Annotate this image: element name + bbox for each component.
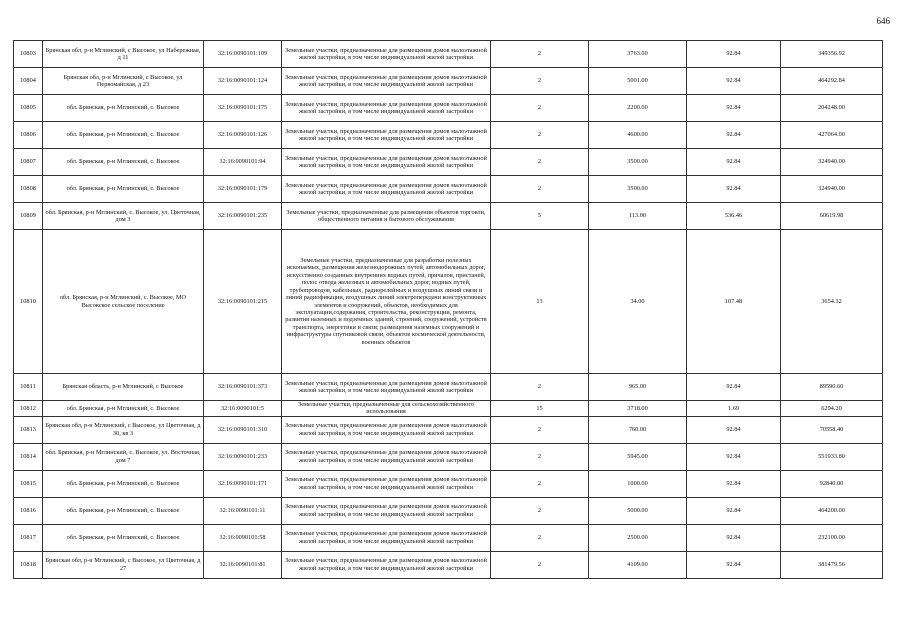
rate-cell: 536.46 [687, 203, 781, 230]
cadastral-value-cell: 381479.56 [781, 551, 883, 578]
address-cell: Брянская обл, р-н Мглинский, с Высокое, ул Цветочная, д 27 [43, 551, 204, 578]
table-row [14, 149, 883, 176]
rate-cell: 92.84 [687, 551, 781, 578]
group-cell: 2 [491, 374, 589, 401]
cadastral-number-cell: 32:16:0090101:126 [204, 122, 282, 149]
area-cell: 34.00 [589, 230, 687, 374]
area-cell: 5000.00 [589, 497, 687, 524]
cadastral-value-cell: 92840.00 [781, 470, 883, 497]
row-id: 10813 [14, 416, 43, 443]
cadastral-number-cell: 32:16:0090101:58 [204, 524, 282, 551]
cadastral-number-cell: 32:16:0090101:310 [204, 416, 282, 443]
area-cell: 5001.00 [589, 68, 687, 95]
land-use-description-cell: Земельные участки, предназначенные для размещения домов малоэтажной жилой застройки, в том числе индивидуальной жилой застройки [282, 443, 491, 470]
cadastral-number-cell: 32:16:0090101:235 [204, 203, 282, 230]
cadastral-value-cell: 324940.00 [781, 149, 883, 176]
table-row [14, 524, 883, 551]
table-row [14, 401, 883, 417]
table-row [14, 416, 883, 443]
rate-cell: 92.84 [687, 416, 781, 443]
land-use-description-cell: Земельные участки, предназначенные для размещения домов малоэтажной жилой застройки, в том числе индивидуальной жилой застройки [282, 176, 491, 203]
cadastral-value-cell: 349356.92 [781, 41, 883, 68]
group-cell: 2 [491, 416, 589, 443]
rate-cell: 1.69 [687, 401, 781, 417]
rate-cell: 92.84 [687, 497, 781, 524]
table-row [14, 41, 883, 68]
group-cell: 2 [491, 149, 589, 176]
land-use-description-cell: Земельные участки, предназначенные для размещения домов малоэтажной жилой застройки, в том числе индивидуальной жилой застройки [282, 470, 491, 497]
land-use-description-cell: Земельные участки, предназначенные для размещения объектов торговли, общественного питания и бытового обслуживания [282, 203, 491, 230]
cadastral-value-cell: 89590.60 [781, 374, 883, 401]
land-use-description-cell: Земельные участки, предназначенные для размещения домов малоэтажной жилой застройки, в том числе индивидуальной жилой застройки [282, 416, 491, 443]
address-cell: обл. Брянская, р-н Мглинский, с. Высокое [43, 122, 204, 149]
rate-cell: 92.84 [687, 68, 781, 95]
table-row [14, 176, 883, 203]
area-cell: 2500.00 [589, 524, 687, 551]
row-id: 10811 [14, 374, 43, 401]
row-id: 10816 [14, 497, 43, 524]
address-cell: Брянская обл, р-н Мглинский, с Высокое, ул Набережная, д 11 [43, 41, 204, 68]
group-cell: 2 [491, 122, 589, 149]
area-cell: 3763.00 [589, 41, 687, 68]
rate-cell: 107.48 [687, 230, 781, 374]
row-id: 10805 [14, 95, 43, 122]
group-cell: 2 [491, 443, 589, 470]
rate-cell: 92.84 [687, 176, 781, 203]
rate-cell: 92.84 [687, 122, 781, 149]
address-cell: обл. Брянская, р-н Мглинский, с. Высокое [43, 497, 204, 524]
rate-cell: 92.84 [687, 95, 781, 122]
row-id: 10809 [14, 203, 43, 230]
area-cell: 965.00 [589, 374, 687, 401]
rate-cell: 92.84 [687, 374, 781, 401]
land-use-description-cell: Земельные участки, предназначенные для размещения домов малоэтажной жилой застройки, в том числе индивидуальной жилой застройки [282, 149, 491, 176]
cadastral-number-cell: 32:16:0090101:124 [204, 68, 282, 95]
land-use-description-cell: Земельные участки, предназначенные для размещения домов малоэтажной жилой застройки, в том числе индивидуальной жилой застройки [282, 524, 491, 551]
page-number: 646 [876, 16, 890, 26]
land-use-description-cell: Земельные участки, предназначенные для размещения домов малоэтажной жилой застройки, в том числе индивидуальной жилой застройки [282, 41, 491, 68]
table-row [14, 95, 883, 122]
group-cell: 2 [491, 95, 589, 122]
address-cell: обл. Брянская, р-н Мглинский, с. Высокое [43, 524, 204, 551]
group-cell: 2 [491, 41, 589, 68]
group-cell: 2 [491, 470, 589, 497]
cadastral-number-cell: 32:16:0090101:81 [204, 551, 282, 578]
row-id: 10804 [14, 68, 43, 95]
land-use-description-cell: Земельные участки, предназначенные для размещения домов малоэтажной жилой застройки, в том числе индивидуальной жилой застройки [282, 68, 491, 95]
cadastral-value-cell: 232100.00 [781, 524, 883, 551]
row-id: 10814 [14, 443, 43, 470]
address-cell: обл. Брянская, р-н Мглинский, с. Высокое, ул. Цветочная, дом 3 [43, 203, 204, 230]
area-cell: 3500.00 [589, 176, 687, 203]
cadastral-number-cell: 32:16:0090101:175 [204, 95, 282, 122]
cadastral-value-cell: 427064.00 [781, 122, 883, 149]
area-cell: 1000.00 [589, 470, 687, 497]
area-cell: 2200.00 [589, 95, 687, 122]
address-cell: обл. Брянская, р-н Мглинский, с. Высокое, МО Высокское сельское поселение [43, 230, 204, 374]
cadastral-number-cell: 32:16:0090101:11 [204, 497, 282, 524]
cadastral-number-cell: 32:16:0090101:171 [204, 470, 282, 497]
row-id: 10807 [14, 149, 43, 176]
cadastral-value-cell: 204248.00 [781, 95, 883, 122]
cadastral-value-cell: 464292.84 [781, 68, 883, 95]
cadastral-number-cell: 32:16:0090101:373 [204, 374, 282, 401]
row-id: 10818 [14, 551, 43, 578]
cadastral-number-cell: 32:16:0090101:179 [204, 176, 282, 203]
land-use-description-cell: Земельные участки, предназначенные для сельскохозяйственного использования [282, 401, 491, 417]
area-cell: 4600.00 [589, 122, 687, 149]
address-cell: обл. Брянская, р-н Мглинский, с. Высокое [43, 149, 204, 176]
table-row [14, 122, 883, 149]
cadastral-number-cell: 32:16:0090101:94 [204, 149, 282, 176]
table-row [14, 374, 883, 401]
area-cell: 3500.00 [589, 149, 687, 176]
rate-cell: 92.84 [687, 149, 781, 176]
area-cell: 760.00 [589, 416, 687, 443]
group-cell: 2 [491, 176, 589, 203]
table-row [14, 470, 883, 497]
address-cell: Брянская обл, р-н Мглинский, с Высокое, ул Цветочная, д 30, кв 3 [43, 416, 204, 443]
address-cell: обл. Брянская, р-н Мглинский, с. Высокое [43, 401, 204, 417]
area-cell: 5945.00 [589, 443, 687, 470]
address-cell: Брянская область, р-н Мглинский, с Высокое [43, 374, 204, 401]
table-row [14, 497, 883, 524]
cadastral-value-cell: 70558.40 [781, 416, 883, 443]
cadastral-value-cell: 60619.98 [781, 203, 883, 230]
rate-cell: 92.84 [687, 443, 781, 470]
row-id: 10810 [14, 230, 43, 374]
row-id: 10806 [14, 122, 43, 149]
address-cell: обл. Брянская, р-н Мглинский, с. Высокое, ул. Восточная, дом 7 [43, 443, 204, 470]
cadastral-number-cell: 32:16:0090101:233 [204, 443, 282, 470]
cadastral-number-cell: 32:16:0090101:215 [204, 230, 282, 374]
row-id: 10817 [14, 524, 43, 551]
address-cell: обл. Брянская, р-н Мглинский, с. Высокое [43, 176, 204, 203]
row-id: 10808 [14, 176, 43, 203]
cadastral-number-cell: 32:16:0090101:109 [204, 41, 282, 68]
cadastral-value-cell: 3654.32 [781, 230, 883, 374]
row-id: 10815 [14, 470, 43, 497]
group-cell: 15 [491, 401, 589, 417]
address-cell: обл. Брянская, р-н Мглинский, с. Высокое [43, 470, 204, 497]
group-cell: 2 [491, 497, 589, 524]
land-use-description-cell: Земельные участки, предназначенные для разработки полезных ископаемых, размещения железнодорожных путей, автомобильных дорог, искусственно созданных внутренних водных путей, причалов, пристаней, полос отвода железных и автомобильных дорог, водных путей, трубопроводов, кабельных, радиорелейных и воздушных линий связи и линий радиофикации, воздушных линий электропередачи конструктивных элементов и сооружений, объектов, необходимых для эксплуатации,содержания, строительства, реконструкции, ремонта, развития наземных и подземных зданий, строений, сооружений, устройств транспорта, энергетики и связи; размещения наземных сооружений и инфраструктуры спутниковой связи, объектов космической деятельности, военных объектов [282, 230, 491, 374]
group-cell: 13 [491, 230, 589, 374]
land-use-description-cell: Земельные участки, предназначенные для размещения домов малоэтажной жилой застройки, в том числе индивидуальной жилой застройки [282, 551, 491, 578]
cadastral-value-cell: 551933.80 [781, 443, 883, 470]
land-use-description-cell: Земельные участки, предназначенные для размещения домов малоэтажной жилой застройки, в том числе индивидуальной жилой застройки [282, 122, 491, 149]
cadastral-value-cell: 324940.00 [781, 176, 883, 203]
cadastral-value-cell: 464200.00 [781, 497, 883, 524]
address-cell: обл. Брянская, р-н Мглинский, с. Высокое [43, 95, 204, 122]
row-id: 10812 [14, 401, 43, 417]
group-cell: 2 [491, 68, 589, 95]
land-use-description-cell: Земельные участки, предназначенные для размещения домов малоэтажной жилой застройки, в том числе индивидуальной жилой застройки [282, 95, 491, 122]
land-use-description-cell: Земельные участки, предназначенные для размещения домов малоэтажной жилой застройки, в том числе индивидуальной жилой застройки [282, 497, 491, 524]
table-row [14, 68, 883, 95]
table-row [14, 203, 883, 230]
area-cell: 4109.00 [589, 551, 687, 578]
table-row [14, 443, 883, 470]
land-use-description-cell: Земельные участки, предназначенные для размещения домов малоэтажной жилой застройки, в том числе индивидуальной жилой застройки [282, 374, 491, 401]
cadastral-number-cell: 32:16:0090101:5 [204, 401, 282, 417]
area-cell: 3718.00 [589, 401, 687, 417]
table-row [14, 230, 883, 374]
address-cell: Брянская обл, р-н Мглинский, с Высокое, ул Первомайская, д 23 [43, 68, 204, 95]
group-cell: 2 [491, 551, 589, 578]
area-cell: 113.00 [589, 203, 687, 230]
land-plots-table [13, 40, 883, 579]
row-id: 10803 [14, 41, 43, 68]
cadastral-value-cell: 6294.20 [781, 401, 883, 417]
group-cell: 2 [491, 524, 589, 551]
table-row [14, 551, 883, 578]
rate-cell: 92.84 [687, 470, 781, 497]
rate-cell: 92.84 [687, 524, 781, 551]
rate-cell: 92.84 [687, 41, 781, 68]
group-cell: 5 [491, 203, 589, 230]
